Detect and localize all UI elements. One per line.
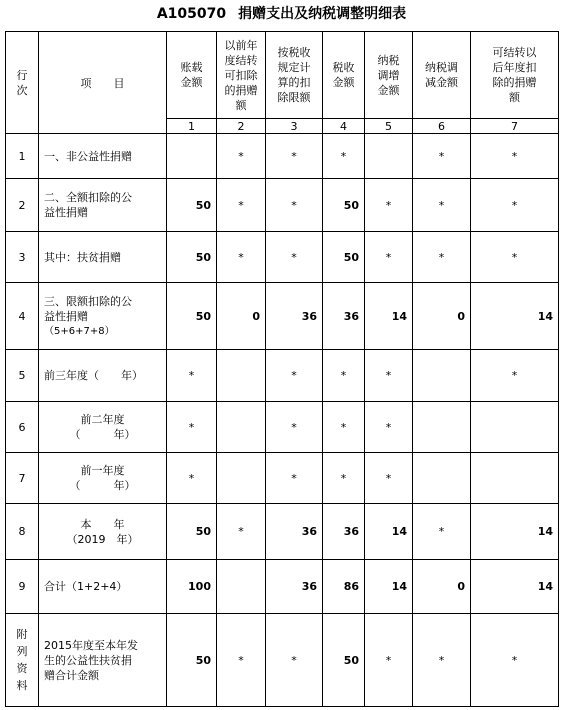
value-cell: * [323, 453, 365, 504]
row-item: 本 年 （2019 年） [39, 504, 167, 560]
column-number: 2 [217, 119, 266, 134]
row-item: 二、全额扣除的公 益性捐赠 [39, 179, 167, 232]
value-cell [471, 402, 559, 453]
value-cell [217, 350, 266, 402]
value-cell: * [266, 232, 323, 283]
row-number: 2 [6, 179, 39, 232]
row-item: 其中：扶贫捐赠 [39, 232, 167, 283]
value-cell: * [266, 402, 323, 453]
value-cell: 36 [323, 283, 365, 350]
value-cell [471, 453, 559, 504]
value-cell: * [413, 179, 471, 232]
value-cell: * [266, 350, 323, 402]
column-number: 1 [167, 119, 217, 134]
row-item: 前三年度（ 年） [39, 350, 167, 402]
value-cell: 14 [365, 283, 413, 350]
value-cell: * [365, 453, 413, 504]
form-name: 捐赠支出及纳税调整明细表 [238, 6, 407, 22]
header-col-6: 纳税调 减金额 [413, 32, 471, 119]
value-cell: 100 [167, 560, 217, 614]
row-number: 1 [6, 134, 39, 179]
row-number: 3 [6, 232, 39, 283]
value-cell: * [217, 504, 266, 560]
value-cell: 50 [323, 232, 365, 283]
value-cell: 50 [167, 504, 217, 560]
value-cell: 50 [167, 179, 217, 232]
value-cell: 14 [471, 283, 559, 350]
header-row-no: 行 次 [6, 32, 39, 134]
value-cell: 50 [167, 232, 217, 283]
value-cell: * [167, 453, 217, 504]
value-cell [413, 402, 471, 453]
header-col-3: 按税收 规定计 算的扣 除限额 [266, 32, 323, 119]
value-cell: * [167, 350, 217, 402]
value-cell: * [413, 504, 471, 560]
form-code: A105070 [156, 6, 227, 22]
value-cell [413, 350, 471, 402]
donation-table [5, 31, 559, 707]
row-number: 7 [6, 453, 39, 504]
row-item: 2015年度至本年发 生的公益性扶贫捐 赠合计金额 [39, 614, 167, 707]
value-cell: 14 [471, 504, 559, 560]
row-number: 6 [6, 402, 39, 453]
header-item: 项 目 [39, 32, 167, 134]
form-title [0, 4, 563, 24]
value-cell: 50 [167, 614, 217, 707]
value-cell: * [471, 350, 559, 402]
value-cell: * [217, 614, 266, 707]
header-col-4: 税收 金额 [323, 32, 365, 119]
value-cell: 0 [413, 283, 471, 350]
value-cell [365, 134, 413, 179]
value-cell: 0 [413, 560, 471, 614]
value-cell: 86 [323, 560, 365, 614]
value-cell: 14 [471, 560, 559, 614]
value-cell [217, 402, 266, 453]
header-col-5: 纳税 调增 金额 [365, 32, 413, 119]
column-number: 6 [413, 119, 471, 134]
value-cell [167, 134, 217, 179]
value-cell: * [365, 402, 413, 453]
value-cell: 36 [266, 283, 323, 350]
table-row [6, 350, 559, 402]
value-cell: * [413, 614, 471, 707]
row-item: 一、非公益性捐赠 [39, 134, 167, 179]
row-item: 合计（1+2+4） [39, 560, 167, 614]
header-col-2: 以前年 度结转 可扣除 的捐赠 额 [217, 32, 266, 119]
value-cell: * [217, 232, 266, 283]
value-cell: * [365, 350, 413, 402]
row-number: 9 [6, 560, 39, 614]
value-cell: * [167, 402, 217, 453]
table-row [6, 453, 559, 504]
value-cell: 36 [266, 560, 323, 614]
value-cell [217, 453, 266, 504]
row-item: 前二年度 （ 年） [39, 402, 167, 453]
row-number: 8 [6, 504, 39, 560]
value-cell: 36 [266, 504, 323, 560]
row-item: 前一年度 （ 年） [39, 453, 167, 504]
value-cell: * [323, 402, 365, 453]
value-cell: 36 [323, 504, 365, 560]
value-cell: * [471, 614, 559, 707]
table-row [6, 560, 559, 614]
value-cell [413, 453, 471, 504]
value-cell: * [365, 179, 413, 232]
header-col-7: 可结转以 后年度扣 除的捐赠 额 [471, 32, 559, 119]
header-row [6, 32, 559, 119]
value-cell: 14 [365, 504, 413, 560]
value-cell: * [266, 134, 323, 179]
table-row [6, 179, 559, 232]
value-cell: * [413, 134, 471, 179]
header-col-1: 账载 金额 [167, 32, 217, 119]
table-row [6, 134, 559, 179]
column-number: 3 [266, 119, 323, 134]
value-cell: 0 [217, 283, 266, 350]
table-row [6, 504, 559, 560]
row-number: 5 [6, 350, 39, 402]
column-number: 4 [323, 119, 365, 134]
value-cell: 50 [323, 614, 365, 707]
value-cell: * [413, 232, 471, 283]
table-row [6, 232, 559, 283]
value-cell: * [266, 179, 323, 232]
column-number: 7 [471, 119, 559, 134]
value-cell: * [266, 453, 323, 504]
value-cell: 50 [167, 283, 217, 350]
value-cell: * [471, 179, 559, 232]
value-cell: * [471, 134, 559, 179]
table-row [6, 402, 559, 453]
value-cell: 50 [323, 179, 365, 232]
table-row [6, 283, 559, 350]
value-cell: * [323, 134, 365, 179]
value-cell: * [217, 179, 266, 232]
column-number: 5 [365, 119, 413, 134]
value-cell: * [365, 614, 413, 707]
table-row [6, 614, 559, 707]
value-cell: * [471, 232, 559, 283]
value-cell: * [323, 350, 365, 402]
row-item: 三、限额扣除的公 益性捐赠 （5+6+7+8） [39, 283, 167, 350]
row-number: 附 列 资 料 [6, 614, 39, 707]
value-cell: 14 [365, 560, 413, 614]
value-cell: * [365, 232, 413, 283]
value-cell: * [266, 614, 323, 707]
row-number: 4 [6, 283, 39, 350]
value-cell [217, 560, 266, 614]
value-cell: * [217, 134, 266, 179]
